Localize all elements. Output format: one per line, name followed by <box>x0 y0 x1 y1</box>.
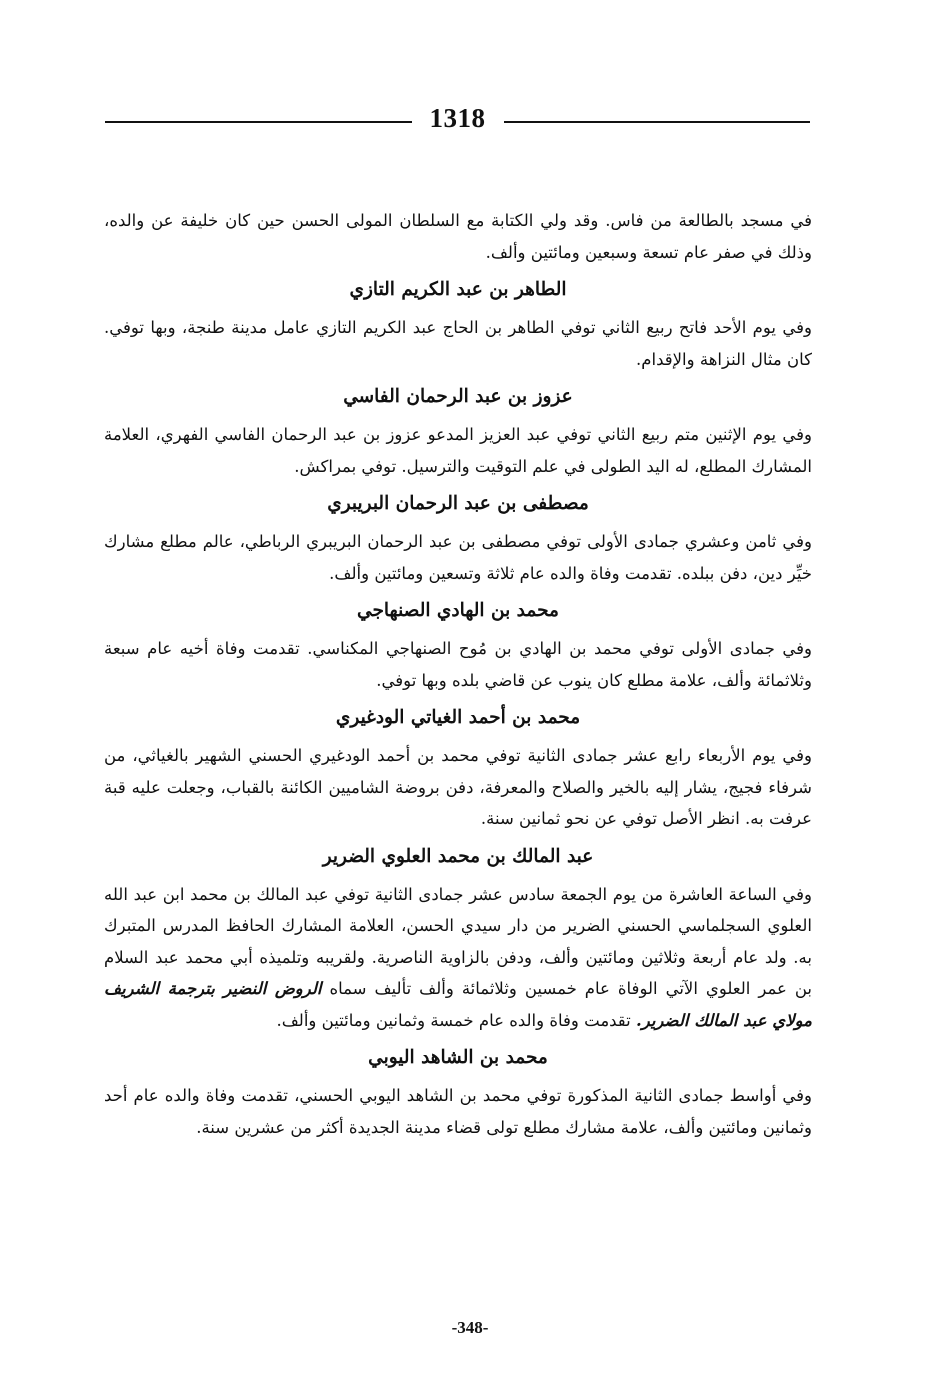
header-rule-right <box>504 121 811 123</box>
entry-heading: محمد بن الشاهد اليوبي <box>368 1047 548 1068</box>
entry-text <box>104 879 812 1037</box>
entry-heading: عزوز بن عبد الرحمان الفاسي <box>343 386 573 407</box>
entry-text: وفي أواسط جمادى الثانية المذكورة توفي محمد بن الشاهد اليوبي الحسني، تقدمت وفاة والده عام أحد وثمانين ومائتين وألف، علامة مشارك مطلع تولى قضاء مدينة الجديدة أكثر من عشرين سنة. <box>104 1086 812 1137</box>
entry-heading: مصطفى بن عبد الرحمان البريبري <box>327 493 589 514</box>
intro-paragraph: في مسجد بالطالعة من فاس. وقد ولي الكتابة مع السلطان المولى الحسن حين كان خليفة عن والده، وذلك في صفر عام تسعة وسبعين ومائتين وألف. <box>104 211 812 262</box>
year-number: 1318 <box>429 102 486 133</box>
entry-text: وفي يوم الأحد فاتح ربيع الثاني توفي الطاهر بن الحاج عبد الكريم التازي عامل مدينة طنجة، وبها توفي. كان مثال النزاهة والإقدام. <box>104 318 812 369</box>
entry-text-part: تقدمت وفاة والده عام خمسة وثمانين ومائتين وألف. <box>276 1010 631 1030</box>
entry-heading: محمد بن الهادي الصنهاجي <box>357 600 559 621</box>
year-header <box>105 96 810 140</box>
page-body <box>104 205 812 1143</box>
entry-heading: عبد المالك بن محمد العلوي الضرير <box>322 845 594 867</box>
entry-text-part: وفي الساعة العاشرة من يوم الجمعة سادس عشر جمادى الثانية توفي عبد المالك بن محمد ابن عبد الله العلوي السجلماسي الحسني الضرير من دار سيدي الحسن، العلامة المشارك الحافظ المدرس المتبرك به. ولد عام أربعة وثلاثين ومائتين وألف، ودفن بالزاوية الناصرية. ولقريبه وتلميذه أبي محمد عبد السلام بن عمر العلوي الآتي الوفاة عام خمسين وثلاثمائة وألف تأليف سماه <box>104 884 812 998</box>
entry-text: وفي يوم الأربعاء رابع عشر جمادى الثانية توفي محمد بن أحمد الودغيري الحسني الشهير بالغياثي، من شرفاء فجيج، يشار إليه بالخير والصلاح والمعرفة، دفن بروضة الشاميين الكائنة بالقباب، وجعلت عليه قبة عرفت به. انظر الأصل توفي عن نحو ثمانين سنة. <box>104 746 812 828</box>
header-rule-left <box>105 121 412 123</box>
page-number: -348- <box>451 1318 489 1337</box>
entry-heading: محمد بن أحمد الغياتي الودغيري <box>335 707 581 728</box>
book-title: الروض النضير بترجمة الشريف مولاي عبد المالك الضرير. <box>104 979 812 1030</box>
entry-text: وفي ثامن وعشري جمادى الأولى توفي مصطفى بن عبد الرحمان البريبري الرباطي، عالم مطلع مشارك خيِّر دين، دفن ببلده. تقدمت وفاة والده عام ثلاثة وتسعين ومائتين وألف. <box>104 532 812 583</box>
entry-text: وفي يوم الإثنين متم ربيع الثاني توفي عبد العزيز المدعو عزوز بن عبد الرحمان الفاسي الفهري، العلامة المشارك المطلع، له اليد الطولى في علم التوقيت والترسيل. توفي بمراكش. <box>104 425 812 476</box>
entry-text: وفي جمادى الأولى توفي محمد بن الهادي بن مُوح الصنهاجي المكناسي. تقدمت وفاة أخيه عام سبعة وثلاثمائة وألف، علامة مطلع كان ينوب عن قاضي بلده وبها توفي. <box>104 639 812 690</box>
entry-heading: الطاهر بن عبد الكريم التازي <box>349 279 567 300</box>
